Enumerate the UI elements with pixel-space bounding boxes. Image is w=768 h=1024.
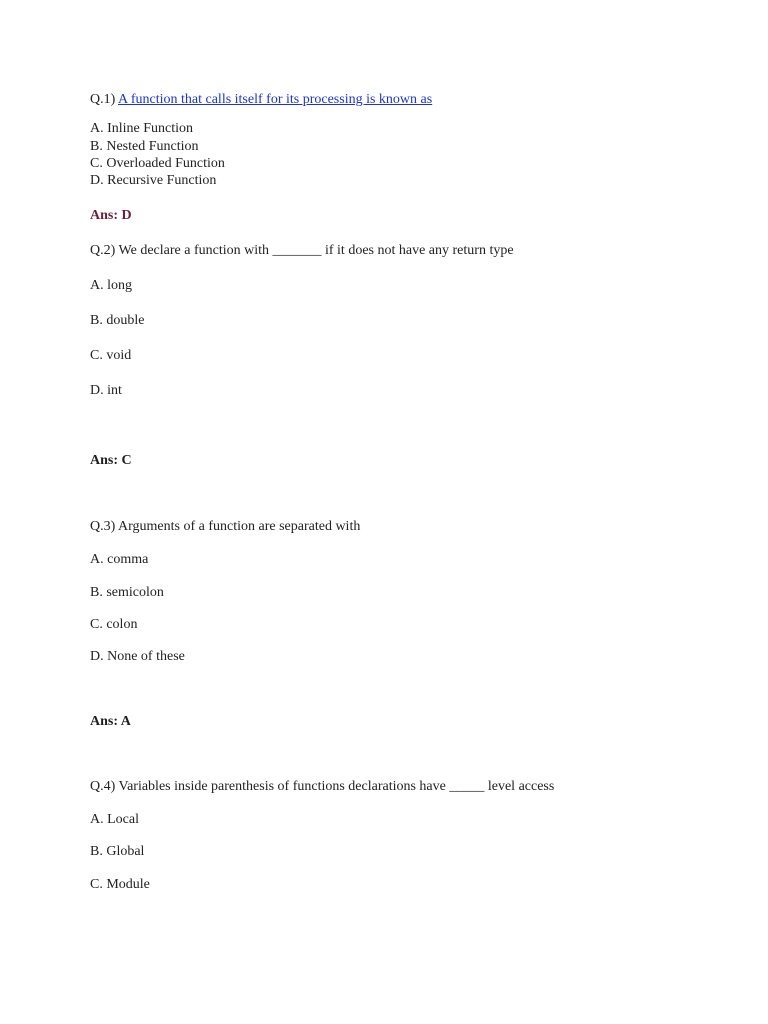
q2-option-d: D. int	[90, 383, 122, 398]
q1-option-a: A. Inline Function	[90, 121, 194, 136]
q4-option-b: B. Global	[90, 844, 145, 859]
q3-option-d: D. None of these	[90, 649, 185, 664]
q1-answer: Ans: D	[90, 208, 132, 223]
question-1	[90, 91, 432, 108]
q3-answer: Ans: A	[90, 714, 131, 729]
q2-answer: Ans: C	[90, 453, 132, 468]
q3-option-b: B. semicolon	[90, 585, 164, 600]
q2-option-b: B. double	[90, 313, 145, 328]
q1-option-d: D. Recursive Function	[90, 173, 217, 188]
question-4: Q.4) Variables inside parenthesis of functions declarations have _____ level access	[90, 779, 555, 794]
question-1-number: Q.1)	[90, 92, 116, 107]
q2-option-a: A. long	[90, 278, 132, 293]
q4-option-c: C. Module	[90, 877, 150, 892]
question-1-link[interactable]: A function that calls itself for its processing is known as	[118, 92, 433, 107]
q2-option-c: C. void	[90, 348, 132, 363]
question-2: Q.2) We declare a function with _______ if it does not have any return type	[90, 243, 514, 258]
q3-option-a: A. comma	[90, 552, 149, 567]
q1-option-b: B. Nested Function	[90, 139, 199, 154]
q3-option-c: C. colon	[90, 617, 138, 632]
q4-option-a: A. Local	[90, 812, 139, 827]
question-3: Q.3) Arguments of a function are separated with	[90, 519, 361, 534]
q1-option-c: C. Overloaded Function	[90, 156, 225, 171]
